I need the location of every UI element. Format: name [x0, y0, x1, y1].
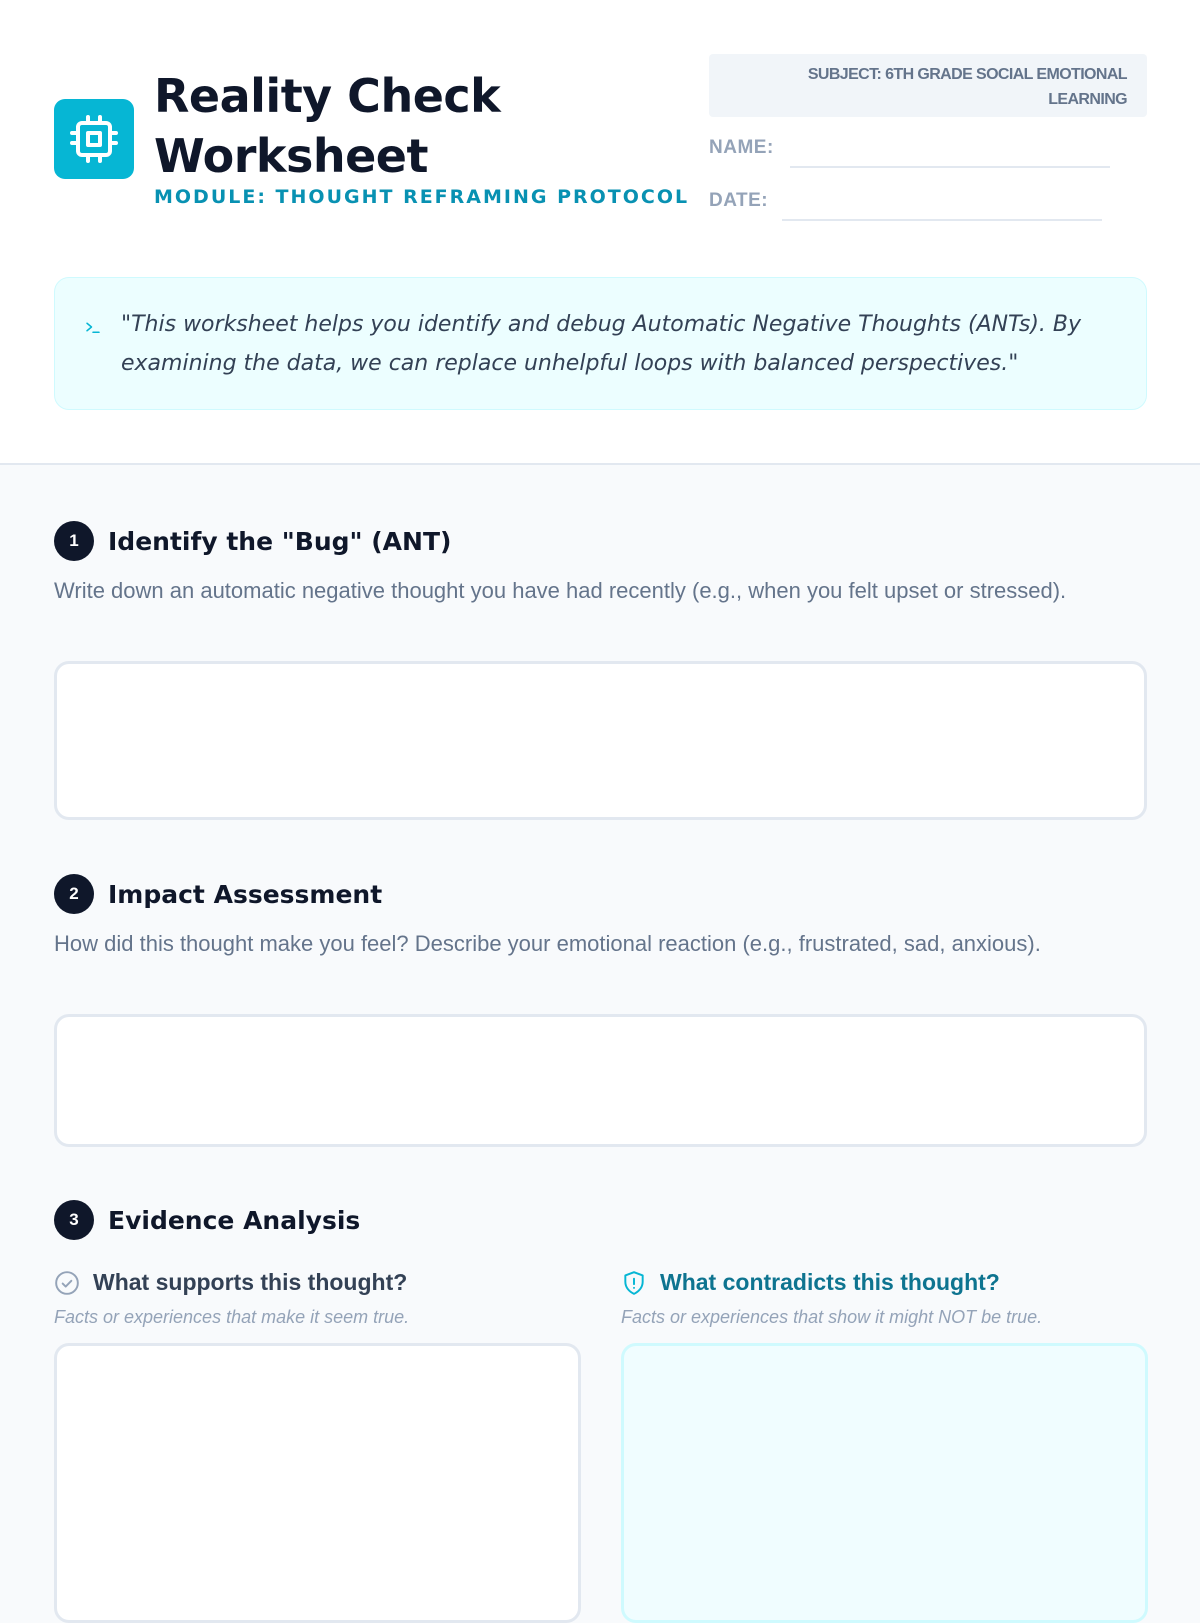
- step-number-badge: 3: [54, 1200, 94, 1240]
- section-3-heading: [54, 1200, 360, 1240]
- worksheet-header: [0, 0, 1200, 465]
- section-1-heading: [54, 521, 451, 561]
- worksheet-logo: [54, 99, 134, 179]
- contradicts-answer-box[interactable]: [621, 1343, 1148, 1623]
- check-circle-icon: [54, 1270, 80, 1296]
- name-field[interactable]: [790, 166, 1110, 168]
- contradicts-column-heading: [621, 1269, 1000, 1296]
- supports-hint: Facts or experiences that make it seem true.: [54, 1307, 410, 1327]
- section-title: Identify the "Bug" (ANT): [108, 526, 452, 556]
- section-description: Write down an automatic negative thought you have had recently (e.g., when you felt upset or stressed).: [54, 578, 1067, 603]
- supports-column-heading: [54, 1269, 407, 1296]
- step-number-badge: 1: [54, 521, 94, 561]
- shield-alert-icon: [621, 1270, 647, 1296]
- name-label: NAME:: [709, 137, 774, 158]
- section-2-heading: [54, 874, 382, 914]
- intro-text: "This worksheet helps you identify and debug Automatic Negative Thoughts (ANTs). By examining the data, we can replace unhelpful loops with balanced perspectives.": [121, 312, 1082, 376]
- contradicts-title: What contradicts this thought?: [660, 1269, 1000, 1295]
- contradicts-hint: Facts or experiences that show it might NOT be true.: [621, 1307, 1043, 1327]
- page-title: Reality Check Worksheet: [154, 69, 501, 183]
- section-title: Evidence Analysis: [108, 1205, 361, 1235]
- subject-badge: SUBJECT: 6TH GRADE SOCIAL EMOTIONAL LEARNING: [709, 54, 1147, 117]
- intro-callout: [54, 277, 1147, 410]
- impact-answer-box[interactable]: [54, 1014, 1147, 1147]
- supports-answer-box[interactable]: [54, 1343, 581, 1623]
- date-field[interactable]: [782, 219, 1102, 221]
- section-title: Impact Assessment: [108, 879, 383, 909]
- terminal-prompt-icon: [84, 318, 102, 336]
- step-number-badge: 2: [54, 874, 94, 914]
- cpu-chip-icon: [70, 115, 118, 163]
- supports-title: What supports this thought?: [93, 1269, 408, 1295]
- module-subtitle: MODULE: THOUGHT REFRAMING PROTOCOL: [154, 186, 690, 208]
- ant-answer-box[interactable]: [54, 661, 1147, 820]
- section-description: How did this thought make you feel? Describe your emotional reaction (e.g., frustrated, sad, anxious).: [54, 931, 1041, 956]
- date-label: DATE:: [709, 190, 769, 211]
